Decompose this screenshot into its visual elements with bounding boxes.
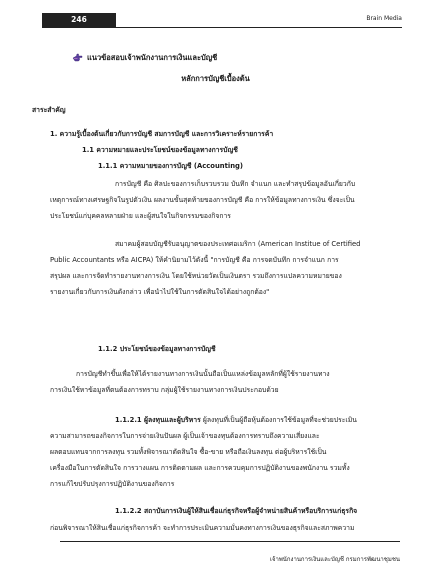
subsection-heading: 1.1.2.2 สถาบันการเงินผู้ให้สินเชื่อแก่ธุรกิจหรือผู้จำหน่ายสินค้าหรือบริการแก่ธุรกิจ [115,507,358,515]
paragraph-line: เหตุการณ์ทางเศรษฐกิจในรูปตัวเงิน ผลงานขั้นสุดท้ายของการบัญชี คือ การให้ข้อมูลทางการเงิน ซึ่งจะเป็น [50,196,355,204]
paragraph-line: สมาคมผู้สอบบัญชีรับอนุญาตของประเทศอเมริกา (American Institue of Certified [115,240,361,248]
section-heading [72,52,217,64]
topic-1-1-heading: 1.1 ความหมายและประโยชน์ของข้อมูลทางการบัญชี [82,146,238,154]
paragraph-line: ประโยชน์แก่บุคคลหลายฝ่าย และผู้สนใจในกิจกรรมของกิจการ [50,212,231,220]
paragraph-line: การแก้ไขปรับปรุงการปฏิบัติงานของกิจการ [50,480,175,488]
paragraph-line: ผลตอบแทนจากการลงทุน รวมทั้งพิจารณาตัดสินใจ ซื้อ-ขาย หรือถือเงินลงทุน ต่อผู้บริหารใช้เป็น [50,448,327,456]
pointing-hand-icon [72,53,83,63]
page-header [42,13,402,28]
page-number: 246 [42,13,116,27]
paragraph-line: ก่อนพิจารณาให้สินเชื่อแก่ธุรกิจการค้า จะทำการประเมินความมั่นคงทางการเงินของธุรกิจและสภาพความ [50,524,355,532]
paragraph-text: ผู้ลงทุนที่เป็นผู้ถือหุ้นต้องการใช้ข้อมูลที่จะช่วยประเมิน [200,416,357,424]
paragraph-line: การบัญชีทำขึ้นเพื่อให้ได้รายงานทางการเงินนั้นถือเป็นแหล่งข้อมูลหลักที่ผู้ใช้รายงานทาง [76,370,330,378]
paragraph-line [115,414,357,425]
subsection-label: 1.1.2.1 ผู้ลงทุนและผู้บริหาร [115,416,201,424]
section-heading-text: แนวข้อสอบเจ้าพนักงานการเงินและบัญชี [87,53,218,62]
topic-1-1-1-heading: 1.1.1 ความหมายของการบัญชี (Accounting) [98,162,244,170]
paragraph-line: การบัญชี คือ ศิลปะของการเก็บรวบรวม บันทึก จำแนก และทำสรุปข้อมูลอันเกี่ยวกับ [115,180,356,188]
paragraph-line: รายงานเกี่ยวกับการเงินดังกล่าว เพื่อนำไปใช้ในการตัดสินใจได้อย่างถูกต้อง" [50,288,270,296]
footer-divider [60,541,400,542]
chapter-title: หลักการบัญชีเบื้องต้น [181,74,250,83]
paragraph-line: การเงินใช้หาข้อมูลที่ตนต้องการทราบ กลุ่มผู้ใช้รายงานทางการเงินประกอบด้วย [50,386,279,394]
paragraph-line: เครื่องมือในการตัดสินใจ การวางแผน การติดตามผล และการควบคุมการปฏิบัติงานของพนักงาน รวมทั้ง [50,464,350,472]
paragraph-line: สรุปผล และการจัดทำรายงานทางการเงิน โดยใช้หน่วยวัดเป็นเงินตรา รวมถึงการแปลความหมายของ [50,272,342,280]
paragraph-line: Public Accountants หรือ AICPA) ให้คำนิยามไว้ดังนี้ "การบัญชี คือ การจดบันทึก การจำแนก การ [50,256,339,264]
topic-1-heading: 1. ความรู้เบื้องต้นเกี่ยวกับการบัญชี สมการบัญชี และการวิเคราะห์รายการค้า [50,130,274,138]
publisher-name: Brain Media [366,15,402,22]
topic-1-1-2-heading: 1.1.2 ประโยชน์ของข้อมูลทางการบัญชี [98,345,216,353]
footer-text: เจ้าพนักงานการเงินและบัญชี กรมการพัฒนาชุมชน [269,556,400,563]
summary-label: สาระสำคัญ [32,106,66,114]
paragraph-line: ความสามารถของกิจการในการจ่ายเงินปันผล ผู้เป็นเจ้าของทุนต้องการทราบถึงความเสี่ยงและ [50,432,320,440]
